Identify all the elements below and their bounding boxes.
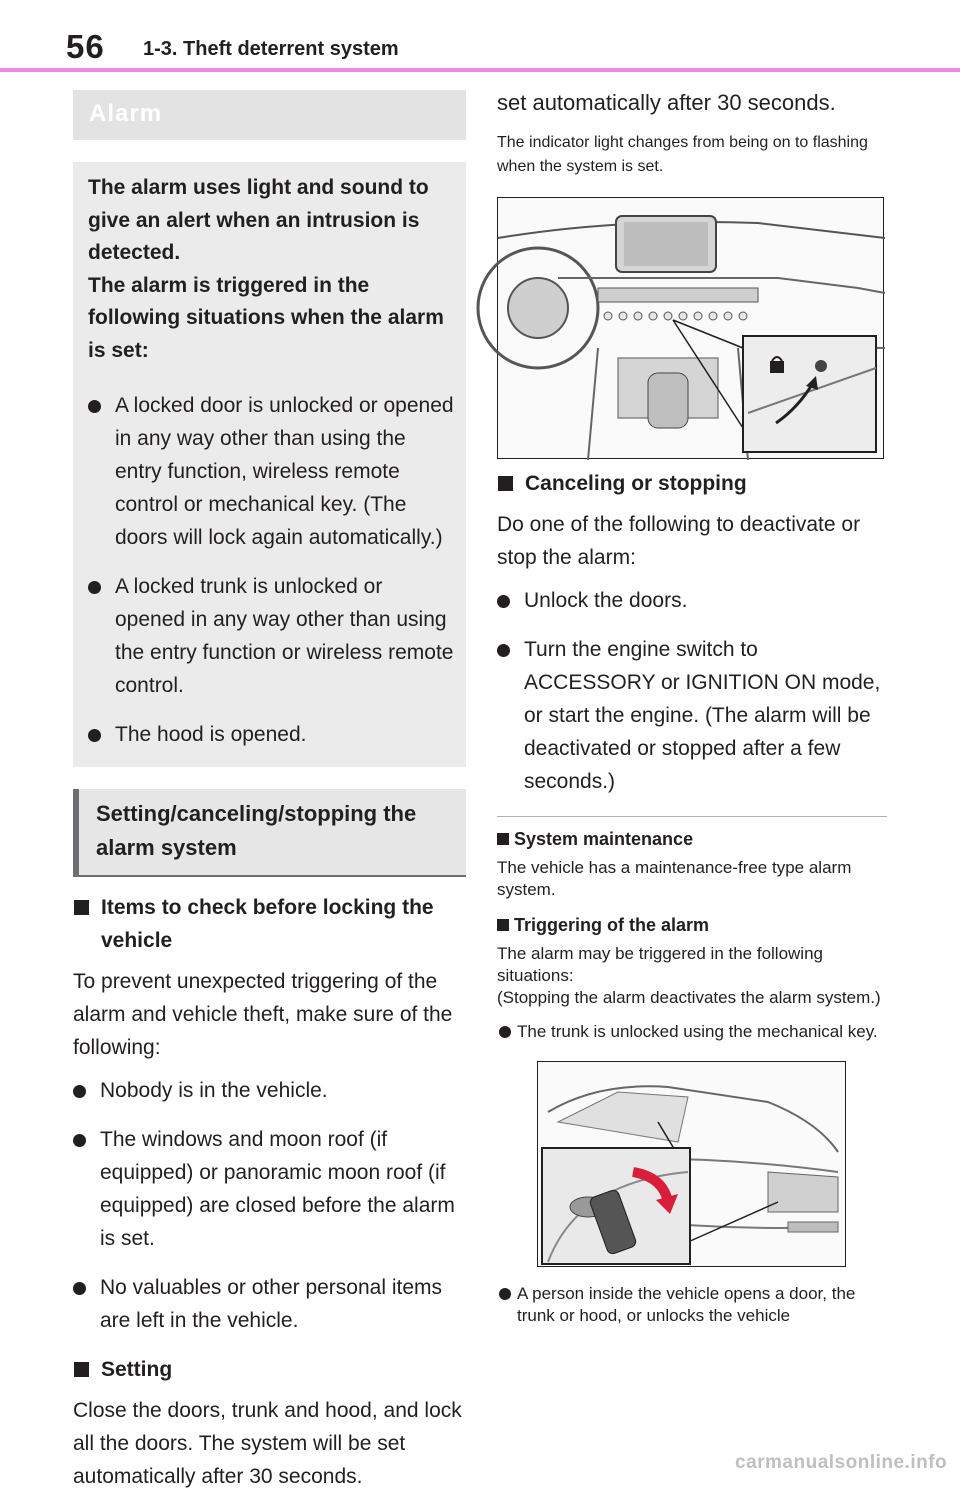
alarm-heading: Alarm bbox=[73, 90, 466, 140]
bullet-icon bbox=[73, 1085, 86, 1098]
bullet-icon bbox=[497, 595, 510, 608]
page-number: 56 bbox=[66, 28, 105, 65]
notes-divider bbox=[497, 816, 887, 817]
triggering-item-2: A person inside the vehicle opens a door, the trunk or hood, or unlocks the vehicle bbox=[497, 1283, 887, 1327]
setting-heading: Setting bbox=[73, 1353, 466, 1386]
alarm-info-box bbox=[73, 162, 466, 767]
list-item: The hood is opened. bbox=[88, 718, 456, 751]
check-bullet-list bbox=[73, 1074, 466, 1337]
square-bullet-icon bbox=[497, 919, 509, 931]
watermark: carmanualsonline.info bbox=[735, 1452, 948, 1473]
maintenance-heading: System maintenance bbox=[497, 827, 887, 851]
bullet-icon bbox=[73, 1282, 86, 1295]
list-item: The windows and moon roof (if equipped) or panoramic moon roof (if equipped) are closed before the alarm is set. bbox=[73, 1123, 466, 1255]
header-rule bbox=[0, 68, 960, 72]
bullet-icon bbox=[499, 1026, 511, 1038]
alarm-intro-2: The alarm is triggered in the following situations when the alarm is set: bbox=[88, 273, 444, 362]
bullet-icon bbox=[73, 1134, 86, 1147]
page-header bbox=[0, 0, 960, 76]
bullet-icon bbox=[88, 400, 101, 413]
bullet-icon bbox=[499, 1288, 511, 1300]
square-bullet-icon bbox=[74, 900, 89, 915]
section-title: 1-3. Theft deterrent system bbox=[143, 38, 399, 60]
list-item: No valuables or other personal items are left in the vehicle. bbox=[73, 1271, 466, 1337]
bullet-icon bbox=[497, 644, 510, 657]
list-item: Turn the engine switch to ACCESSORY or IGNITION ON mode, or start the engine. (The alarm will be deactivated or stopped after a few seconds.) bbox=[497, 633, 887, 798]
setting-text: Close the doors, trunk and hood, and lock all the doors. The system will be set automatically after 30 seconds. bbox=[73, 1399, 462, 1488]
indicator-note: The indicator light changes from being on to flashing when the system is set. bbox=[497, 134, 868, 175]
right-column bbox=[497, 86, 887, 1327]
setting-text-continued: set automatically after 30 seconds. bbox=[497, 90, 836, 115]
trunk-drawing bbox=[538, 1062, 847, 1268]
dashboard-illustration bbox=[497, 197, 884, 459]
alarm-bullet-list bbox=[88, 389, 456, 751]
check-intro: To prevent unexpected triggering of the alarm and vehicle theft, make sure of the following: bbox=[73, 970, 453, 1059]
cancel-intro: Do one of the following to deactivate or stop the alarm: bbox=[497, 513, 861, 569]
square-bullet-icon bbox=[498, 476, 513, 491]
setting-section-heading: Setting/canceling/stopping the alarm system bbox=[73, 789, 466, 877]
square-bullet-icon bbox=[74, 1362, 89, 1377]
triggering-heading: Triggering of the alarm bbox=[497, 913, 887, 937]
triggering-text-1: The alarm may be triggered in the following situations: bbox=[497, 944, 823, 985]
list-item: A locked trunk is unlocked or opened in any way other than using the entry function or wireless remote control. bbox=[88, 570, 456, 702]
cancel-bullet-list bbox=[497, 584, 887, 798]
check-heading: Items to check before locking the vehicle bbox=[73, 891, 466, 957]
triggering-item-1: The trunk is unlocked using the mechanical key. bbox=[497, 1021, 887, 1043]
bullet-icon bbox=[88, 729, 101, 742]
bullet-icon bbox=[88, 581, 101, 594]
maintenance-text: The vehicle has a maintenance-free type alarm system. bbox=[497, 858, 852, 899]
cancel-heading: Canceling or stopping bbox=[497, 467, 887, 500]
triggering-text-2: (Stopping the alarm deactivates the alarm system.) bbox=[497, 988, 881, 1007]
square-bullet-icon bbox=[497, 833, 509, 845]
alarm-intro-1: The alarm uses light and sound to give an alert when an intrusion is detected. bbox=[88, 176, 429, 264]
list-item: Unlock the doors. bbox=[497, 584, 887, 617]
list-item: A locked door is unlocked or opened in any way other than using the entry function, wireless remote control or mechanical key. (The doors will lock again automatically.) bbox=[88, 389, 456, 554]
list-item: Nobody is in the vehicle. bbox=[73, 1074, 466, 1107]
trunk-illustration bbox=[537, 1061, 846, 1267]
dashboard-drawing bbox=[498, 198, 885, 460]
left-column bbox=[73, 90, 466, 1488]
